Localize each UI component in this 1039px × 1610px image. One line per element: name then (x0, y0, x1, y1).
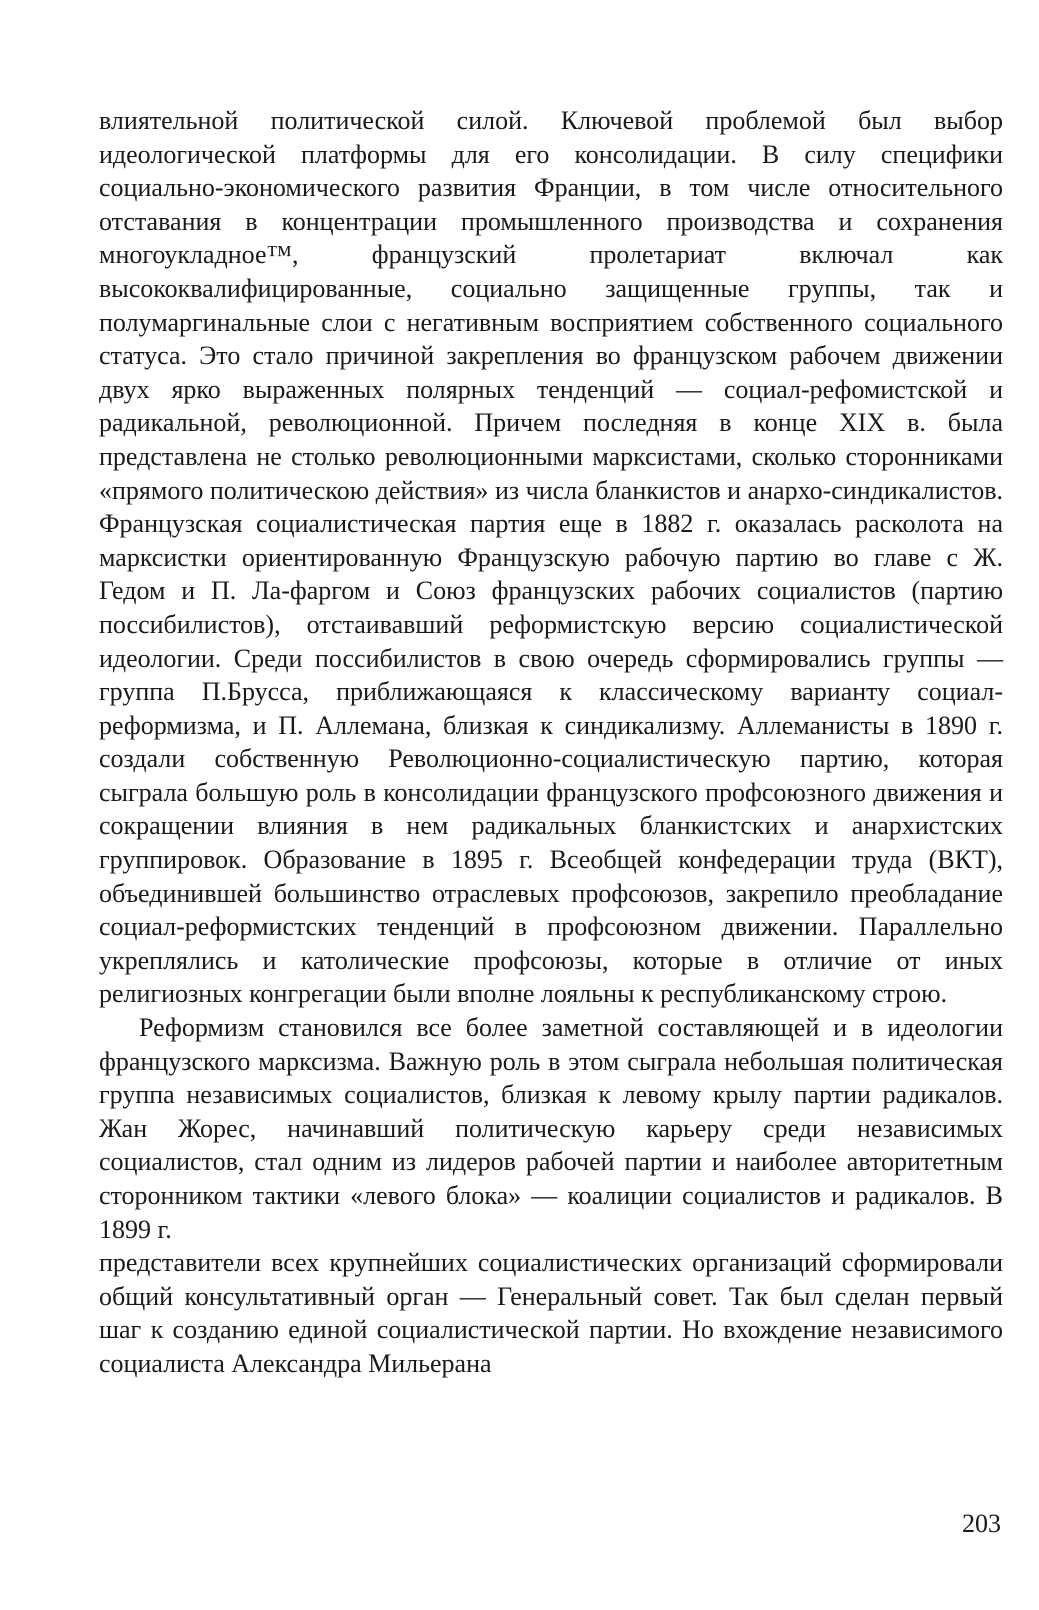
paragraph-1: влиятельной политической силой. Ключевой проблемой был выбор идеологической платформы для его консолидации. В силу специфики социально-экономического развития Франции, в том числе относительного отставания в концентрации промышленного производства и сохранения многоукладное™, французский пролетариат включал как высококвалифицированные, социально защищенные группы, так и полумаргинальные слои с негативным восприятием собственного социального статуса. Это стало причиной закрепления во французском рабочем движении двух ярко выраженных полярных тенденций — социал-рефомистской и радикальной, революционной. Причем последняя в конце XIX в. была представлена не столько революционными марксистами, сколько сторонниками «прямого политическою действия» из числа бланкистов и анархо-синдикалистов. Французская социалистическая партия еще в 1882 г. оказалась расколота на марксистки ориентированную Французскую рабочую партию во главе с Ж. Гедом и П. Ла-фаргом и Союз французских рабочих социалистов (партию поссибилистов), отстаивавший реформистскую версию социалистической идеологии. Среди поссибилистов в свою очередь сформировались группы — группа П.Брусса, приближающаяся к классическому варианту социал-реформизма, и П. Аллемана, близкая к синдикализму. Аллеманисты в 1890 г. создали собственную Революционно-социалистическую партию, которая сыграла большую роль в консолидации французского профсоюзного движения и сокращении влияния в нем радикальных бланкистских и анархистских группировок. Образование в 1895 г. Всеобщей конфедерации труда (ВКТ), объединившей большинство отраслевых профсоюзов, закрепило преобладание социал-реформистских тенденций в профсоюзном движении. Параллельно укреплялись и католические профсоюзы, которые в отличие от иных религиозных конгрегации были вполне лояльны к республиканскому строю. (99, 106, 1003, 1009)
paragraph-3: представители всех крупнейших социалистических организаций сформировали общий консультативный орган — Генеральный совет. Так был сделан первый шаг к созданию единой социалистической партии. Но вхождение независимого социалиста Александра Мильерана (99, 1248, 1003, 1378)
body-text (99, 104, 1003, 1381)
paragraph-2: Реформизм становился все более заметной составляющей и в идеологии французского марксизма. Важную роль в этом сыграла небольшая политическая группа независимых социалистов, близкая к левому крылу партии радикалов. Жан Жорес, начинавший политическую карьеру среди независимых социалистов, стал одним из лидеров рабочей партии и наиболее авторитетным сторонником тактики «левого блока» — коалиции социалистов и радикалов. В 1899 г. (99, 1013, 1003, 1244)
page-number: 203 (962, 1509, 1001, 1538)
